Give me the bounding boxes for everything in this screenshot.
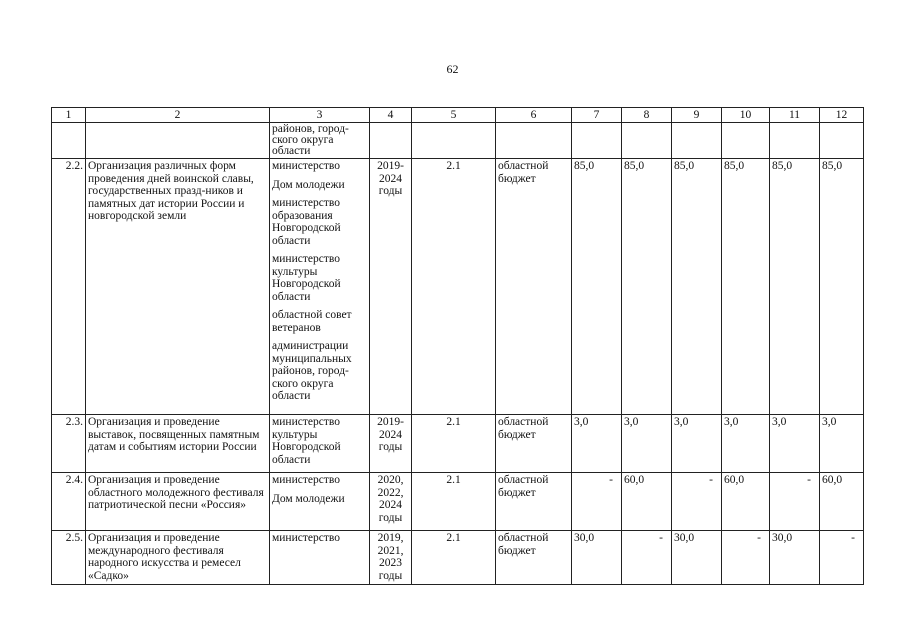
continuation-row	[52, 123, 864, 159]
value-cell: 60,0	[820, 473, 864, 531]
funding-source: областной бюджет	[496, 473, 572, 531]
table-cell	[86, 123, 270, 159]
table-row	[52, 159, 864, 415]
event-name: Организация и проведение выставок, посвященных памятным датам и событиям истории России	[86, 415, 270, 473]
event-name: Организация и проведение международного фестиваля народного искусства и ремесел «Садко»	[86, 531, 270, 585]
row-number: 2.2.	[52, 159, 86, 415]
funding-source: областной бюджет	[496, 159, 572, 415]
value-cell: -	[672, 473, 722, 531]
value-cell: 60,0	[722, 473, 770, 531]
table-cell	[52, 123, 86, 159]
header-cell: 10	[722, 108, 770, 123]
table-cell	[572, 123, 622, 159]
value-cell: 30,0	[672, 531, 722, 585]
executor: администрации муниципальных районов, город-ского округа области	[272, 340, 352, 402]
executor: министерство образования Новгородской области	[272, 197, 341, 247]
row-number: 2.5.	[52, 531, 86, 585]
value-cell: 3,0	[622, 415, 672, 473]
table-cell	[370, 123, 412, 159]
funding-source: областной бюджет	[496, 531, 572, 585]
header-cell: 9	[672, 108, 722, 123]
value-cell: 30,0	[770, 531, 820, 585]
executor: министерство культуры Новгородской области	[272, 416, 341, 466]
header-cell: 8	[622, 108, 672, 123]
years: 2019-2024 годы	[370, 415, 412, 473]
table-cell	[770, 123, 820, 159]
table-cell	[722, 123, 770, 159]
header-cell: 1	[52, 108, 86, 123]
row-number: 2.3.	[52, 415, 86, 473]
years: 2020, 2022, 2024 годы	[370, 473, 412, 531]
executors-cell	[270, 159, 370, 415]
table-row	[52, 415, 864, 473]
executor: министерство	[272, 474, 340, 486]
value-cell: 3,0	[770, 415, 820, 473]
value-cell: 85,0	[820, 159, 864, 415]
target-indicator: 2.1	[412, 531, 496, 585]
header-cell: 4	[370, 108, 412, 123]
value-cell: 3,0	[722, 415, 770, 473]
executor: Дом молодежи	[272, 178, 345, 191]
page-number: 62	[446, 62, 459, 76]
header-cell: 12	[820, 108, 864, 123]
executor: министерство	[272, 160, 340, 172]
value-cell: 85,0	[672, 159, 722, 415]
table-cell	[820, 123, 864, 159]
value-cell: 30,0	[572, 531, 622, 585]
executors-cell	[270, 531, 370, 585]
table-row	[52, 473, 864, 531]
years: 2019-2024 годы	[370, 159, 412, 415]
table-cell	[496, 123, 572, 159]
target-indicator: 2.1	[412, 159, 496, 415]
value-cell: 60,0	[622, 473, 672, 531]
header-cell: 7	[572, 108, 622, 123]
table-row	[52, 531, 864, 585]
program-table	[51, 107, 864, 585]
row-number: 2.4.	[52, 473, 86, 531]
executor: Дом молодежи	[272, 492, 345, 505]
value-cell: -	[820, 531, 864, 585]
value-cell: 3,0	[820, 415, 864, 473]
header-cell: 3	[270, 108, 370, 123]
funding-source: областной бюджет	[496, 415, 572, 473]
value-cell: -	[622, 531, 672, 585]
executor: министерство культуры Новгородской области	[272, 253, 341, 303]
header-cell: 6	[496, 108, 572, 123]
value-cell: 85,0	[572, 159, 622, 415]
target-indicator: 2.1	[412, 415, 496, 473]
value-cell: 85,0	[770, 159, 820, 415]
value-cell: -	[770, 473, 820, 531]
value-cell: 85,0	[622, 159, 672, 415]
value-cell: -	[722, 531, 770, 585]
header-row	[52, 108, 864, 123]
value-cell: 3,0	[572, 415, 622, 473]
target-indicator: 2.1	[412, 473, 496, 531]
value-cell: 85,0	[722, 159, 770, 415]
executor: областной совет ветеранов	[272, 309, 352, 334]
event-name: Организация и проведение областного молодежного фестиваля патриотической песни «Россия»	[86, 473, 270, 531]
executors-cell	[270, 415, 370, 473]
years: 2019, 2021, 2023 годы	[370, 531, 412, 585]
header-cell: 11	[770, 108, 820, 123]
table-cell	[622, 123, 672, 159]
header-cell: 5	[412, 108, 496, 123]
value-cell: -	[572, 473, 622, 531]
header-cell: 2	[86, 108, 270, 123]
table-cell	[672, 123, 722, 159]
executor: министерство	[272, 532, 340, 544]
value-cell: 3,0	[672, 415, 722, 473]
table-cell	[412, 123, 496, 159]
executors-cell	[270, 473, 370, 531]
event-name: Организация различных форм проведения дней воинской славы, государственных празд-ников и памятных дат истории России и новгородской земли	[86, 159, 270, 415]
executor-cell: районов, город-ского округа области	[270, 123, 370, 159]
